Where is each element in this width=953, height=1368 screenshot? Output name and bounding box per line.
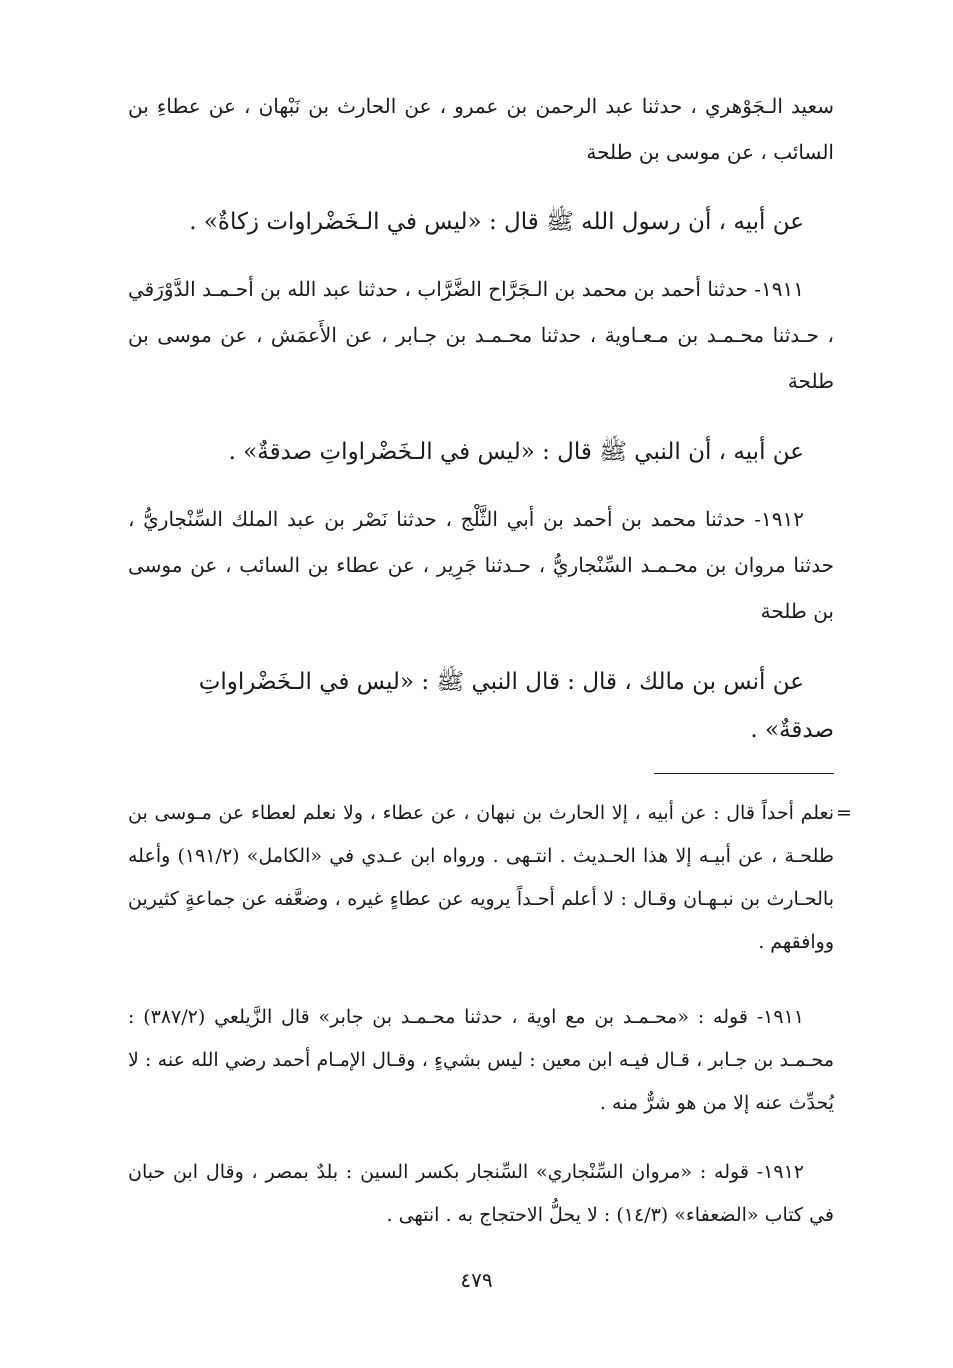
- paragraph-hadith-1912: ١٩١٢- حدثنا محمد بن أحمد بن أبي الثَّلْج ، حدثنا نَصْر بن عبد الملك السِّنْجاريُّ ، حدثنا مروان بن محـمـد السِّنْجاريُّ ، حـدثنا جَرِير ، عن عطاء بن السائب ، عن موسى بن طلحة: [128, 507, 834, 623]
- footnote-1911: ١٩١١- قوله : «محـمـد بن مع اوية ، حدثنا محـمـد بن جابر» قال الزَّيلعي (٣٨٧/٢) : محـمـد بن جـابر ، قـال فيـه ابن معين : ليس بشيءٍ ، وقـال الإمـام أحمد رضي الله عنه : لا يُحدِّث عنه إلا من هو شرٌّ منه .: [128, 1006, 835, 1114]
- hadith-text-2: عن أبيه ، أن النبي ﷺ قال : «ليس في الـخَضْراواتِ صدقةٌ» .: [228, 439, 804, 465]
- footnote-continued: نعلم أحداً قال : عن أبيه ، إلا الحارث بن نبهان ، عن عطاء ، ولا نعلم لعطاء عن مـوسى بن طلحـة ، عن أبيـه إلا هذا الحـديث . انتـهى . ورواه ابن عـدي في «الكامل» (١٩١/٢) وأعله بالحـارث بن نبـهـان وقـال : لا أعلم أحـداً يرويه عن عطاءٍ غيره ، وضعَّفه عن جماعةٍ كثيرين ووافقهم .: [128, 802, 834, 953]
- hadith-text-1: عن أبيه ، أن رسول الله ﷺ قال : «ليس في الـخَضْراوات زكاةٌ» .: [189, 209, 804, 235]
- hadith-text-3: عن أنس بن مالك ، قال : قال النبي ﷺ : «ليس في الـخَضْراواتِ صدقةٌ» .: [198, 669, 834, 743]
- paragraph-isnad-continuation: سعيد الـجَوْهري ، حدثنا عبد الرحمن بن عمرو ، عن الحارث بن نَبْهان ، عن عطاءِ بن السائب ، عن موسى بن طلحة: [128, 94, 834, 164]
- footnote-divider: [654, 773, 834, 774]
- paragraph-hadith-1911: ١٩١١- حدثنا أحمد بن محمد بن الـجَرَّاح الضَّرَّاب ، حدثنا عبد الله بن أحـمـد الدَّوْرَقي ، حـدثنا محـمـد بن مـعـاوية ، حدثنا محـمـد بن جـابر ، عن الأَعمَش ، عن موسى بن طلحة: [128, 277, 834, 393]
- page-number: ٤٧٩: [460, 1268, 493, 1292]
- footnote-continuation-mark: =: [836, 802, 852, 824]
- footnote-1912: ١٩١٢- قوله : «مروان السِّنْجاري» السِّنجار بكسر السين : بلدٌ بمصر ، وقال ابن حبان في كتاب «الضعفاء» (١٤/٣) : لا يحلُّ الاحتجاج به . انتهى .: [128, 1161, 834, 1226]
